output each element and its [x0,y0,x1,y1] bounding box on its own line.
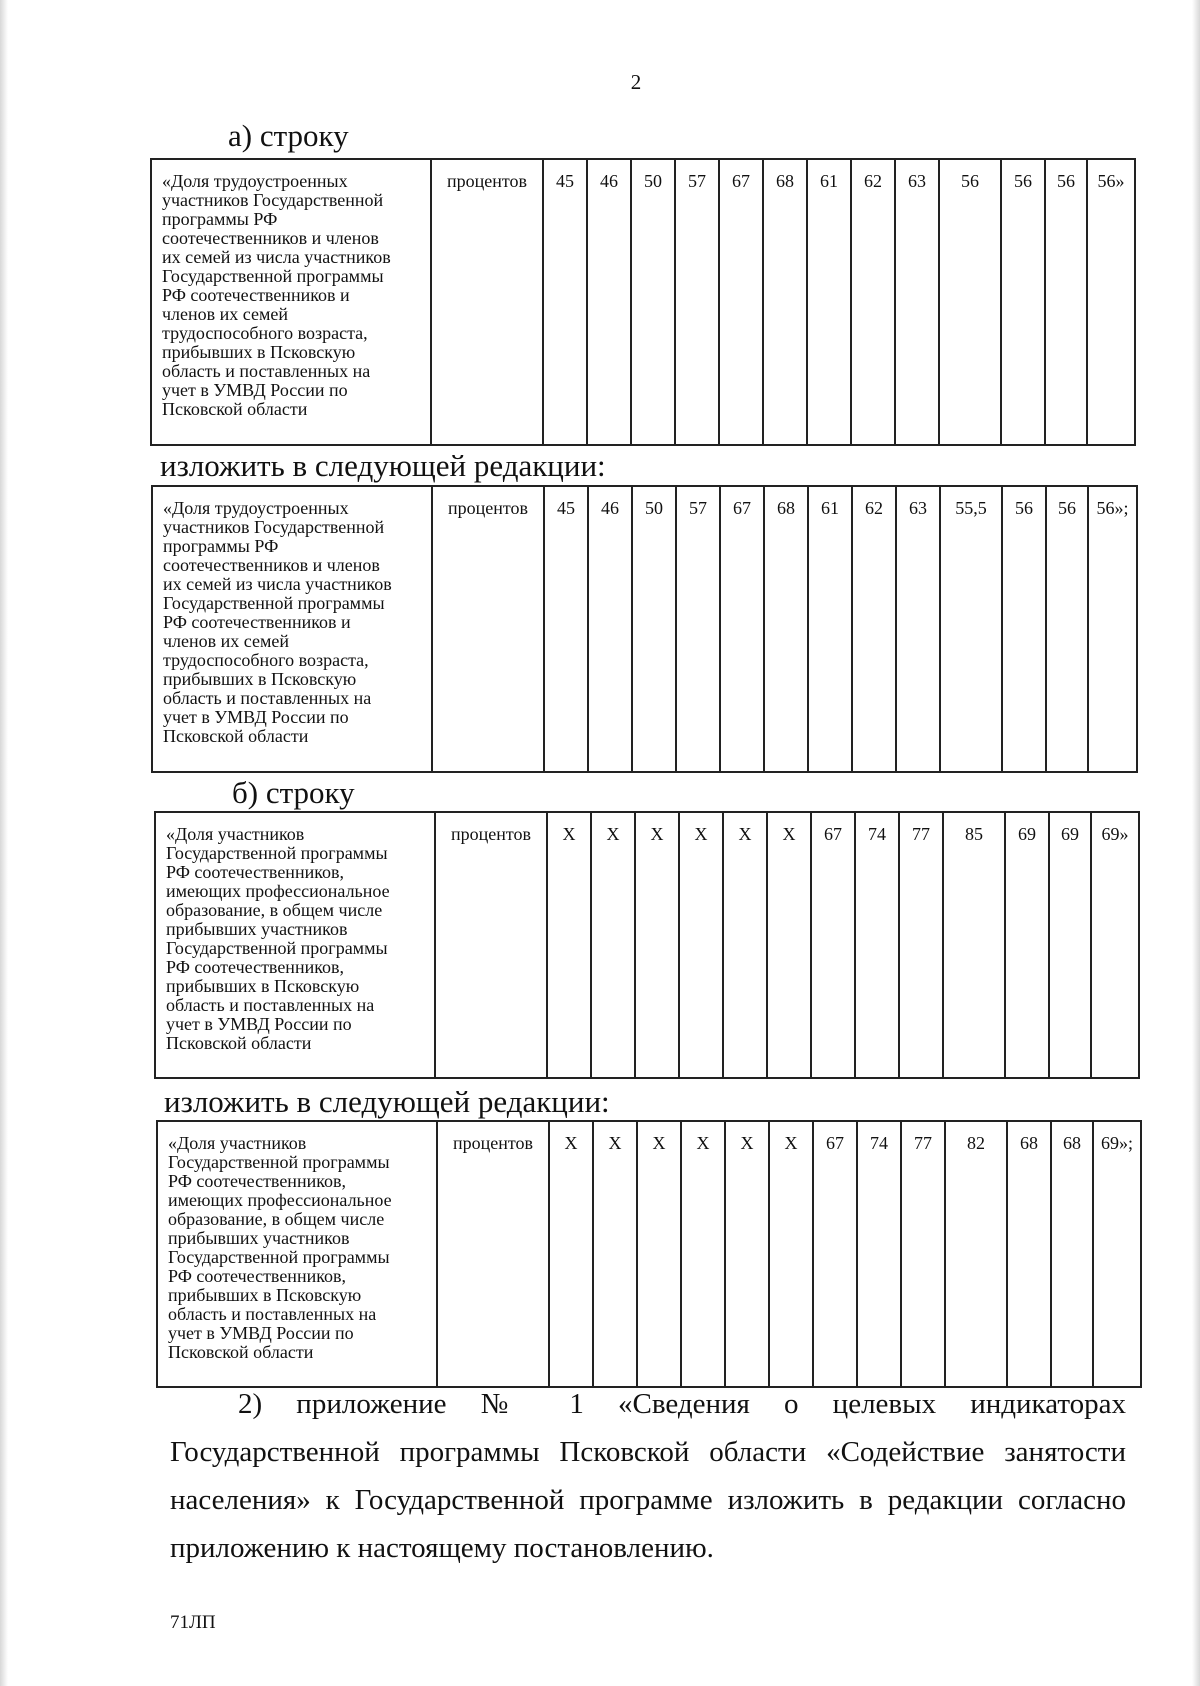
indicator-table-2 [151,485,1138,773]
value-cell: Х [549,1121,593,1387]
value-cell: 67 [719,159,763,445]
value-cell: 67 [720,486,764,772]
value-cell: 74 [857,1121,901,1387]
unit-cell: процентов [437,1121,549,1387]
value-cell: 69»; [1093,1121,1141,1387]
indicator-table-3 [154,811,1140,1079]
page-number: 2 [630,70,642,94]
value-cell: 56 [939,159,1001,445]
value-cell: 69 [1005,812,1049,1078]
value-cell: 56 [1002,486,1046,772]
value-cell: 67 [811,812,855,1078]
value-cell: 62 [851,159,895,445]
unit-cell: процентов [435,812,547,1078]
indicator-description: «Доля трудоустроенных участников Государственной программы РФ соотечественников и членов их семей из числа участников Государственной программы РФ соотечественников и членов их семей трудоспособного возраста, прибывших в Псковскую область и поставленных на учет в УМВД России по Псковской области [151,159,431,445]
value-cell: 61 [808,486,852,772]
heading-row-a: а) строку [228,118,349,153]
table-row [151,159,1135,445]
footer-code: 71ЛП [170,1612,216,1633]
table-row [157,1121,1141,1387]
value-cell: 56» [1087,159,1135,445]
unit-cell: процентов [431,159,543,445]
value-cell: 77 [899,812,943,1078]
value-cell: 45 [543,159,587,445]
value-cell: 67 [813,1121,857,1387]
indicator-description: «Доля участников Государственной программы РФ соотечественников, имеющих профессиональное образование, в общем числе прибывших участников Государственной программы РФ соотечественников, прибывших в Псковскую область и поставленных на учет в УМВД России по Псковской области [155,812,435,1078]
value-cell: Х [723,812,767,1078]
value-cell: 62 [852,486,896,772]
indicator-description: «Доля трудоустроенных участников Государственной программы РФ соотечественников и членов их семей из числа участников Государственной программы РФ соотечественников и членов их семей трудоспособного возраста, прибывших в Псковскую область и поставленных на учет в УМВД России по Псковской области [152,486,432,772]
scan-edge-right [1192,0,1200,1686]
value-cell: Х [591,812,635,1078]
value-cell: 57 [676,486,720,772]
value-cell: 63 [896,486,940,772]
value-cell: 82 [945,1121,1007,1387]
heading-edit-2: изложить в следующей редакции: [164,1084,610,1119]
indicator-table-1 [150,158,1136,446]
value-cell: 77 [901,1121,945,1387]
value-cell: 45 [544,486,588,772]
value-cell: 68 [1051,1121,1093,1387]
amendment-paragraph: 2) приложение № 1 «Сведения о целевых индикаторах Государственной программы Псковской области «Содействие занятости населения» к Государственной программе изложить в редакции согласно приложению к настоящему постановлению. [170,1388,1126,1564]
value-cell: 46 [588,486,632,772]
value-cell: 61 [807,159,851,445]
scan-edge-left [0,0,8,1686]
value-cell: 63 [895,159,939,445]
value-cell: Х [681,1121,725,1387]
value-cell: 85 [943,812,1005,1078]
indicator-table-4 [156,1120,1142,1388]
heading-edit-1: изложить в следующей редакции: [160,448,606,483]
value-cell: 46 [587,159,631,445]
value-cell: 50 [632,486,676,772]
value-cell: Х [767,812,811,1078]
value-cell: 50 [631,159,675,445]
value-cell: 69 [1049,812,1091,1078]
value-cell: 68 [763,159,807,445]
value-cell: Х [725,1121,769,1387]
value-cell: 56 [1045,159,1087,445]
value-cell: 55,5 [940,486,1002,772]
value-cell: Х [679,812,723,1078]
value-cell: Х [769,1121,813,1387]
table-row [152,486,1137,772]
table-row [155,812,1139,1078]
value-cell: Х [547,812,591,1078]
indicator-description: «Доля участников Государственной программы РФ соотечественников, имеющих профессиональное образование, в общем числе прибывших участников Государственной программы РФ соотечественников, прибывших в Псковскую область и поставленных на учет в УМВД России по Псковской области [157,1121,437,1387]
value-cell: 68 [1007,1121,1051,1387]
value-cell: Х [637,1121,681,1387]
value-cell: 56»; [1088,486,1137,772]
value-cell: Х [593,1121,637,1387]
value-cell: 69» [1091,812,1139,1078]
unit-cell: процентов [432,486,544,772]
value-cell: 57 [675,159,719,445]
value-cell: 56 [1046,486,1088,772]
value-cell: 56 [1001,159,1045,445]
value-cell: 68 [764,486,808,772]
value-cell: Х [635,812,679,1078]
heading-row-b: б) строку [232,775,355,810]
value-cell: 74 [855,812,899,1078]
